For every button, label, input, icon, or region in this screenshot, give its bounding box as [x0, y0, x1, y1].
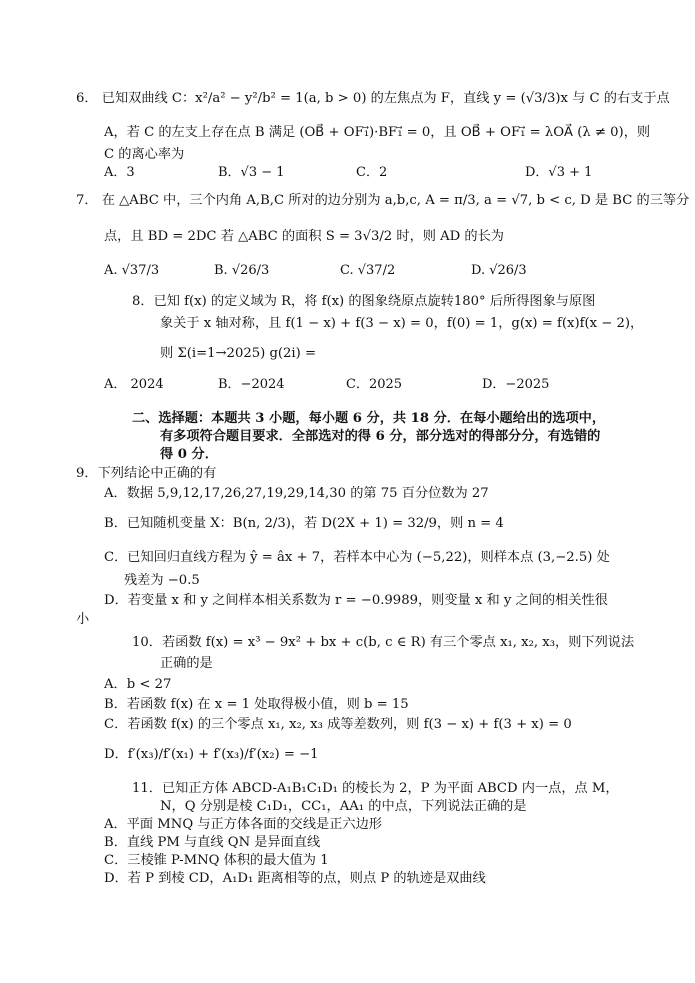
q7-option-c: C. √37/2: [340, 263, 396, 278]
q9-option-c-line-1: C．已知回归直线方程为 ŷ = âx + 7，若样本中心为 (−5,22)，则样本点 (3,−2.5) 处: [104, 550, 610, 565]
q8-option-a: A． 2024: [104, 377, 164, 392]
q6-option-c: C．2: [356, 165, 388, 180]
q6-option-b: B．√3 − 1: [218, 165, 285, 180]
q10-option-c: C．若函数 f(x) 的三个零点 x₁, x₂, x₃ 成等差数列，则 f(3 − x) + f(3 + x) = 0: [104, 717, 572, 732]
q7-option-b: B. √26/3: [214, 263, 270, 278]
q8-option-d: D．−2025: [482, 377, 550, 392]
section2-line-1: 二、选择题：本题共 3 小题，每小题 6 分，共 18 分．在每小题给出的选项中，: [132, 411, 606, 426]
q10-option-b: B．若函数 f(x) 在 x = 1 处取得极小值，则 b = 15: [104, 697, 409, 712]
q10-line-1: 10．若函数 f(x) = x³ − 9x² + bx + c(b, c ∈ R) 有三个零点 x₁, x₂, x₃，则下列说法: [132, 635, 635, 650]
q8-line-3: 则 Σ(i=1→2025) g(2i) =: [160, 346, 317, 361]
q11-line-1: 11．已知正方体 ABCD-A₁B₁C₁D₁ 的棱长为 2，P 为平面 ABCD 内一点，点 M，: [132, 781, 619, 796]
q8-option-b: B．−2024: [218, 377, 285, 392]
q9-option-c-line-2: 残差为 −0.5: [124, 573, 200, 588]
q9-option-d-line-1: D．若变量 x 和 y 之间样本相关系数为 r = −0.9989，则变量 x 和 y 之间的相关性很: [104, 593, 608, 608]
q7-line-2: 点，且 BD = 2DC 若 △ABC 的面积 S = 3√3/2 时，则 AD 的长为: [104, 229, 504, 244]
q6-option-a: A．3: [104, 165, 135, 180]
q6-line-3: C 的离心率为: [104, 147, 185, 162]
q6-option-d: D．√3 + 1: [525, 165, 593, 180]
q11-option-a: A．平面 MNQ 与正方体各面的交线是正六边形: [104, 817, 382, 832]
q8-line-2: 象关于 x 轴对称，且 f(1 − x) + f(3 − x) = 0，f(0) = 1，g(x) = f(x)f(x − 2)，: [160, 316, 644, 331]
q7-line-1: 7． 在 △ABC 中，三个内角 A,B,C 所对的边分别为 a,b,c, A = π/3, a = √7, b < c, D 是 BC 的三等分: [76, 193, 690, 208]
q11-option-c: C．三棱锥 P-MNQ 体积的最大值为 1: [104, 853, 329, 868]
q10-option-d: D．f′(x₃)/f′(x₁) + f′(x₃)/f′(x₂) = −1: [104, 747, 319, 762]
q9-option-d-line-2: 小: [76, 612, 90, 627]
q6-line-2: A，若 C 的左支上存在点 B 满足 (OB⃗ + OF₁⃗)·BF₁⃗ = 0，且 OB⃗ + OF₁⃗ = λOA⃗ (λ ≠ 0)，则: [104, 125, 651, 140]
q9-option-a: A．数据 5,9,12,17,26,27,19,29,14,30 的第 75 百分位数为 27: [104, 486, 489, 501]
q9-option-b: B．已知随机变量 X：B(n, 2/3)，若 D(2X + 1) = 32/9，则 n = 4: [104, 516, 504, 531]
q6-line-1: 6． 已知双曲线 C：x²/a² − y²/b² = 1(a, b > 0) 的左焦点为 F，直线 y = (√3/3)x 与 C 的右支于点: [76, 91, 670, 106]
q10-line-2: 正确的是: [160, 656, 213, 671]
q8-line-1: 8．已知 f(x) 的定义域为 R，将 f(x) 的图象绕原点旋转180° 后所得图象与原图: [132, 294, 596, 309]
q8-option-c: C．2025: [346, 377, 403, 392]
q11-option-b: B．直线 PM 与直线 QN 是异面直线: [104, 835, 321, 850]
q9-stem: 9．下列结论中正确的有: [76, 466, 217, 481]
q11-line-2: N，Q 分别是棱 C₁D₁，CC₁，AA₁ 的中点，下列说法正确的是: [160, 799, 527, 814]
q7-option-d: D. √26/3: [471, 263, 527, 278]
q7-option-a: A. √37/3: [104, 263, 160, 278]
q11-option-d: D．若 P 到棱 CD，A₁D₁ 距离相等的点，则点 P 的轨迹是双曲线: [104, 871, 486, 886]
section2-line-2: 有多项符合题目要求．全部选对的得 6 分，部分选对的得部分分，有选错的: [160, 429, 601, 444]
q10-option-a: A．b < 27: [104, 677, 172, 692]
section2-line-3: 得 0 分．: [160, 447, 218, 462]
